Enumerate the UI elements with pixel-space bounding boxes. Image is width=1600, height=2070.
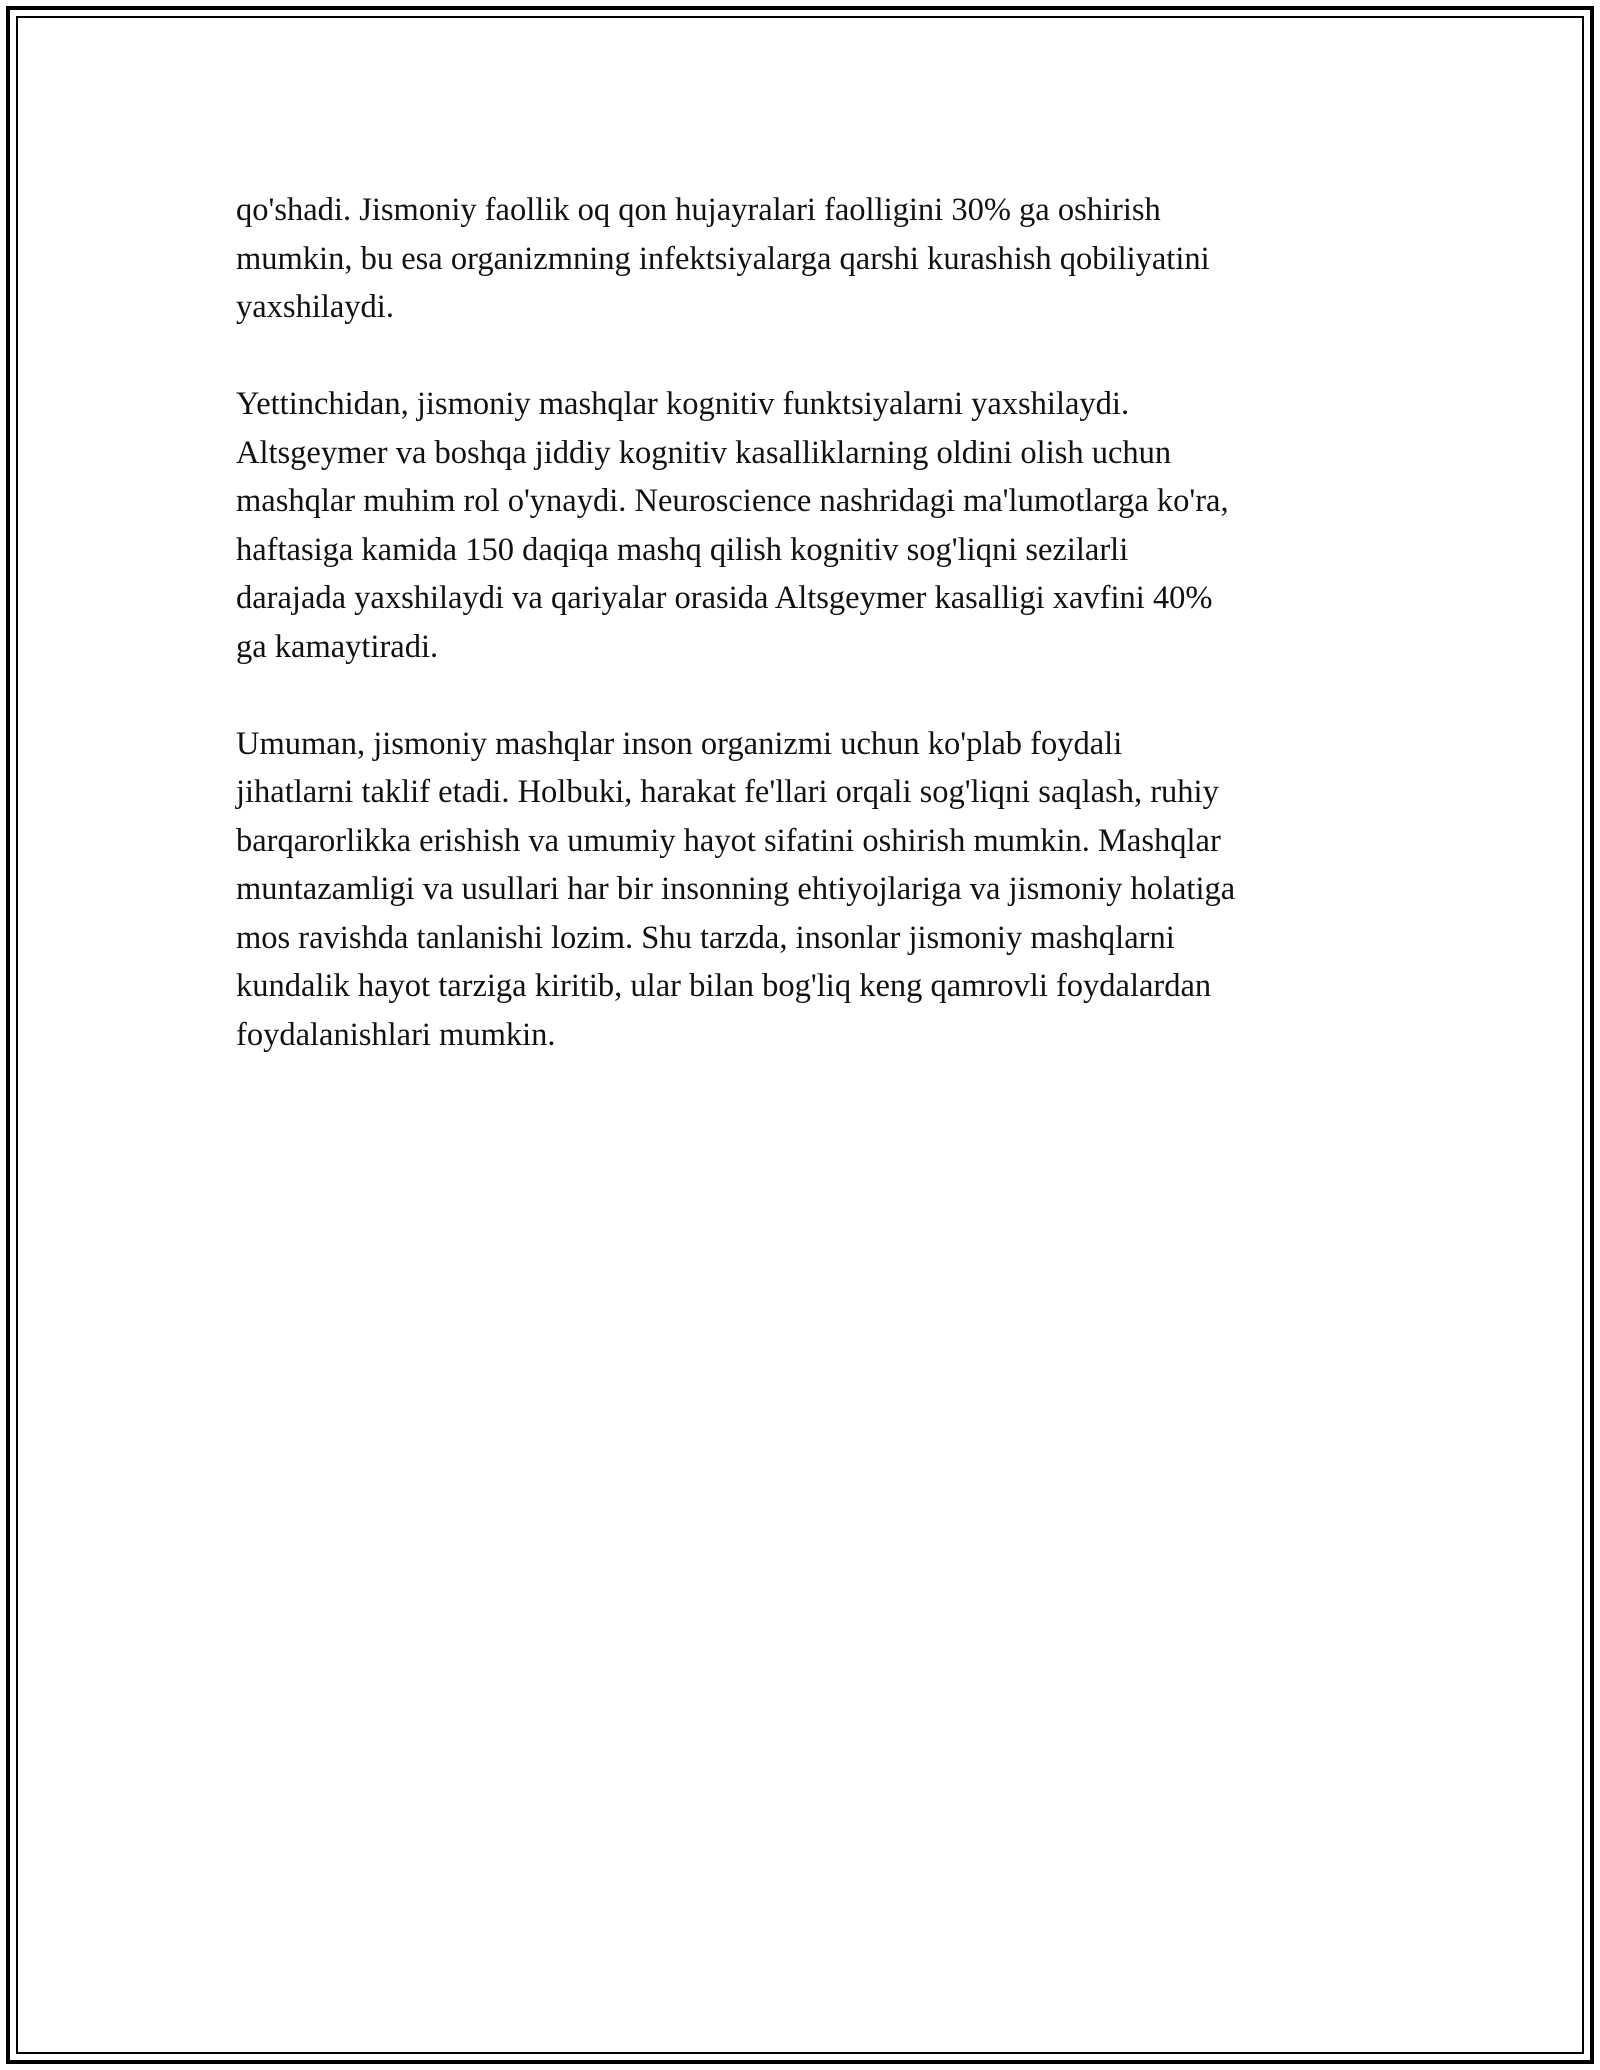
text-line: mashqlar muhim rol o'ynaydi. Neuroscience nashridagi ma'lumotlarga ko'ra, <box>236 483 1229 519</box>
text-line: foydalanishlari mumkin. <box>236 1016 556 1053</box>
text-line: Altsgeymer va boshqa jiddiy kognitiv kasalliklarning oldini olish uchun <box>236 434 1172 471</box>
text-line: barqarorlikka erishish va umumiy hayot sifatini oshirish mumkin. Mashqlar <box>236 822 1221 859</box>
text-line: yaxshilaydi. <box>236 289 394 325</box>
text-line: Yettinchidan, jismoniy mashqlar kognitiv funktsiyalarni yaxshilaydi. <box>236 386 1130 422</box>
text-line: kundalik hayot tarziga kiritib, ular bilan bog'liq keng qamrovli foydalardan <box>236 968 1212 1004</box>
text-line: Umuman, jismoniy mashqlar inson organizmi uchun ko'plab foydali <box>236 725 1123 762</box>
text-line: qo'shadi. Jismoniy faollik oq qon hujayralari faolligini 30% ga oshirish <box>236 192 1161 228</box>
text-line: haftasiga kamida 150 daqiqa mashq qilish kognitiv sog'liqni sezilarli <box>236 531 1129 568</box>
text-line: darajada yaxshilaydi va qariyalar orasida Altsgeymer kasalligi xavfini 40% <box>236 580 1213 616</box>
paragraph-cognitive <box>236 380 1376 671</box>
paragraph-conclusion <box>236 720 1376 1060</box>
paragraph-immune <box>236 186 1376 332</box>
text-line: mos ravishda tanlanishi lozim. Shu tarzda, insonlar jismoniy mashqlarni <box>236 919 1175 956</box>
text-line: jihatlarni taklif etadi. Holbuki, harakat fe'llari orqali sog'liqni saqlash, ruhiy <box>236 774 1219 810</box>
text-line: mumkin, bu esa organizmning infektsiyalarga qarshi kurashish qobiliyatini <box>236 240 1210 277</box>
text-line: ga kamaytiradi. <box>236 628 439 665</box>
document-body <box>236 186 1376 1108</box>
text-line: muntazamligi va usullari har bir insonning ehtiyojlariga va jismoniy holatiga <box>236 871 1236 907</box>
